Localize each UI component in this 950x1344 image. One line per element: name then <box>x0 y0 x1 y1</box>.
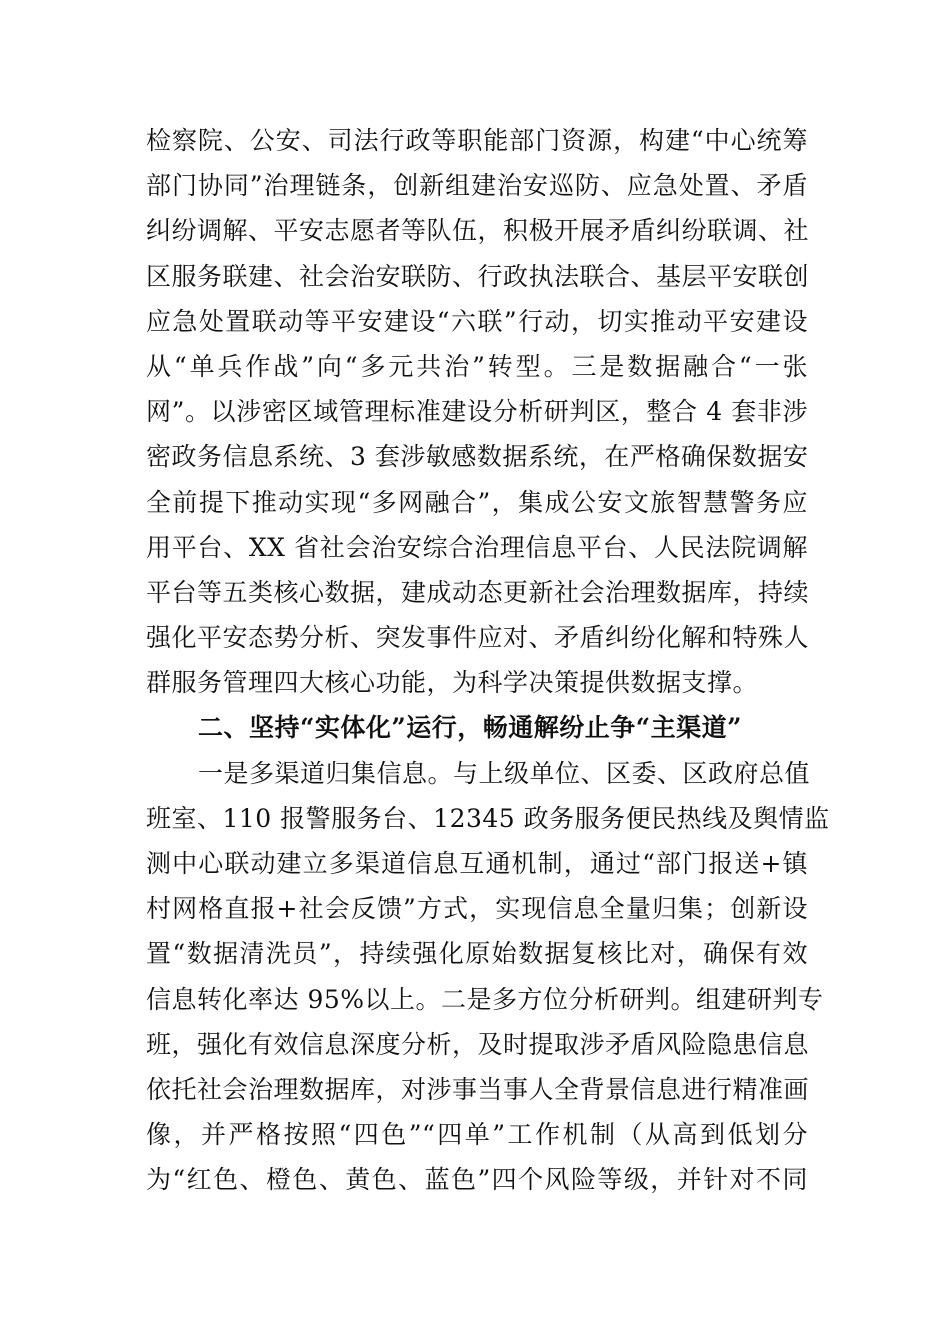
text-line: 群服务管理四大核心功能，为科学决策提供数据支撑。 <box>146 668 759 698</box>
paragraph-1 <box>146 118 808 705</box>
text-line: 应急处置联动等平安建设“六联”行动，切实推动平安建设 <box>146 306 808 336</box>
text-line: 置“数据清洗员”，持续强化原始数据复核比对，确保有效 <box>146 939 808 969</box>
text-line: 部门协同”治理链条，创新组建治安巡防、应急处置、矛盾 <box>146 171 808 201</box>
text-line: 纠纷调解、平安志愿者等队伍，积极开展矛盾纠纷联调、社 <box>146 216 810 246</box>
text-line: 信息转化率达 95%以上。二是多方位分析研判。组建研判专 <box>146 984 824 1014</box>
text-line: 用平台、XX 省社会治安综合治理信息平台、人民法院调解 <box>146 532 808 562</box>
text-line: 班室、110 报警服务台、12345 政务服务便民热线及舆情监 <box>146 803 830 833</box>
text-line: 村网格直报+社会反馈”方式，实现信息全量归集；创新设 <box>146 894 808 924</box>
text-line: 网”。以涉密区域管理标准建设分析研判区，整合 4 套非涉 <box>146 397 808 427</box>
text-line: 像，并严格按照“四色”“四单”工作机制（从高到低划分 <box>146 1120 808 1150</box>
text-line: 依托社会治理数据库，对涉事当事人全背景信息进行精准画 <box>146 1074 810 1104</box>
text-line: 区服务联建、社会治安联防、行政执法联合、基层平安联创 <box>146 261 810 291</box>
text-line: 检察院、公安、司法行政等职能部门资源，构建“中心统筹 <box>146 126 808 155</box>
document-body <box>146 118 830 1203</box>
text-line: 为“红色、橙色、黄色、蓝色”四个风险等级，并针对不同 <box>146 1165 808 1195</box>
text-line: 平台等五类核心数据，建成动态更新社会治理数据库，持续 <box>146 577 810 607</box>
section-heading: 二、坚持“实体化”运行，畅通解纷止争“主渠道” <box>198 713 743 743</box>
text-line: 强化平安态势分析、突发事件应对、矛盾纠纷化解和特殊人 <box>146 623 810 653</box>
text-line: 一是多渠道归集信息。与上级单位、区委、区政府总值 <box>198 758 811 788</box>
text-line: 全前提下推动实现“多网融合”，集成公安文旅智慧警务应 <box>146 487 808 517</box>
paragraph-2 <box>146 751 830 1203</box>
text-line: 从“单兵作战”向“多元共治”转型。三是数据融合“一张 <box>146 351 808 381</box>
text-line: 密政务信息系统、3 套涉敏感数据系统，在严格确保数据安 <box>146 442 809 472</box>
text-line: 班，强化有效信息深度分析，及时提取涉矛盾风险隐患信息 <box>146 1029 810 1059</box>
text-line: 测中心联动建立多渠道信息互通机制，通过“部门报送+镇 <box>146 849 808 878</box>
